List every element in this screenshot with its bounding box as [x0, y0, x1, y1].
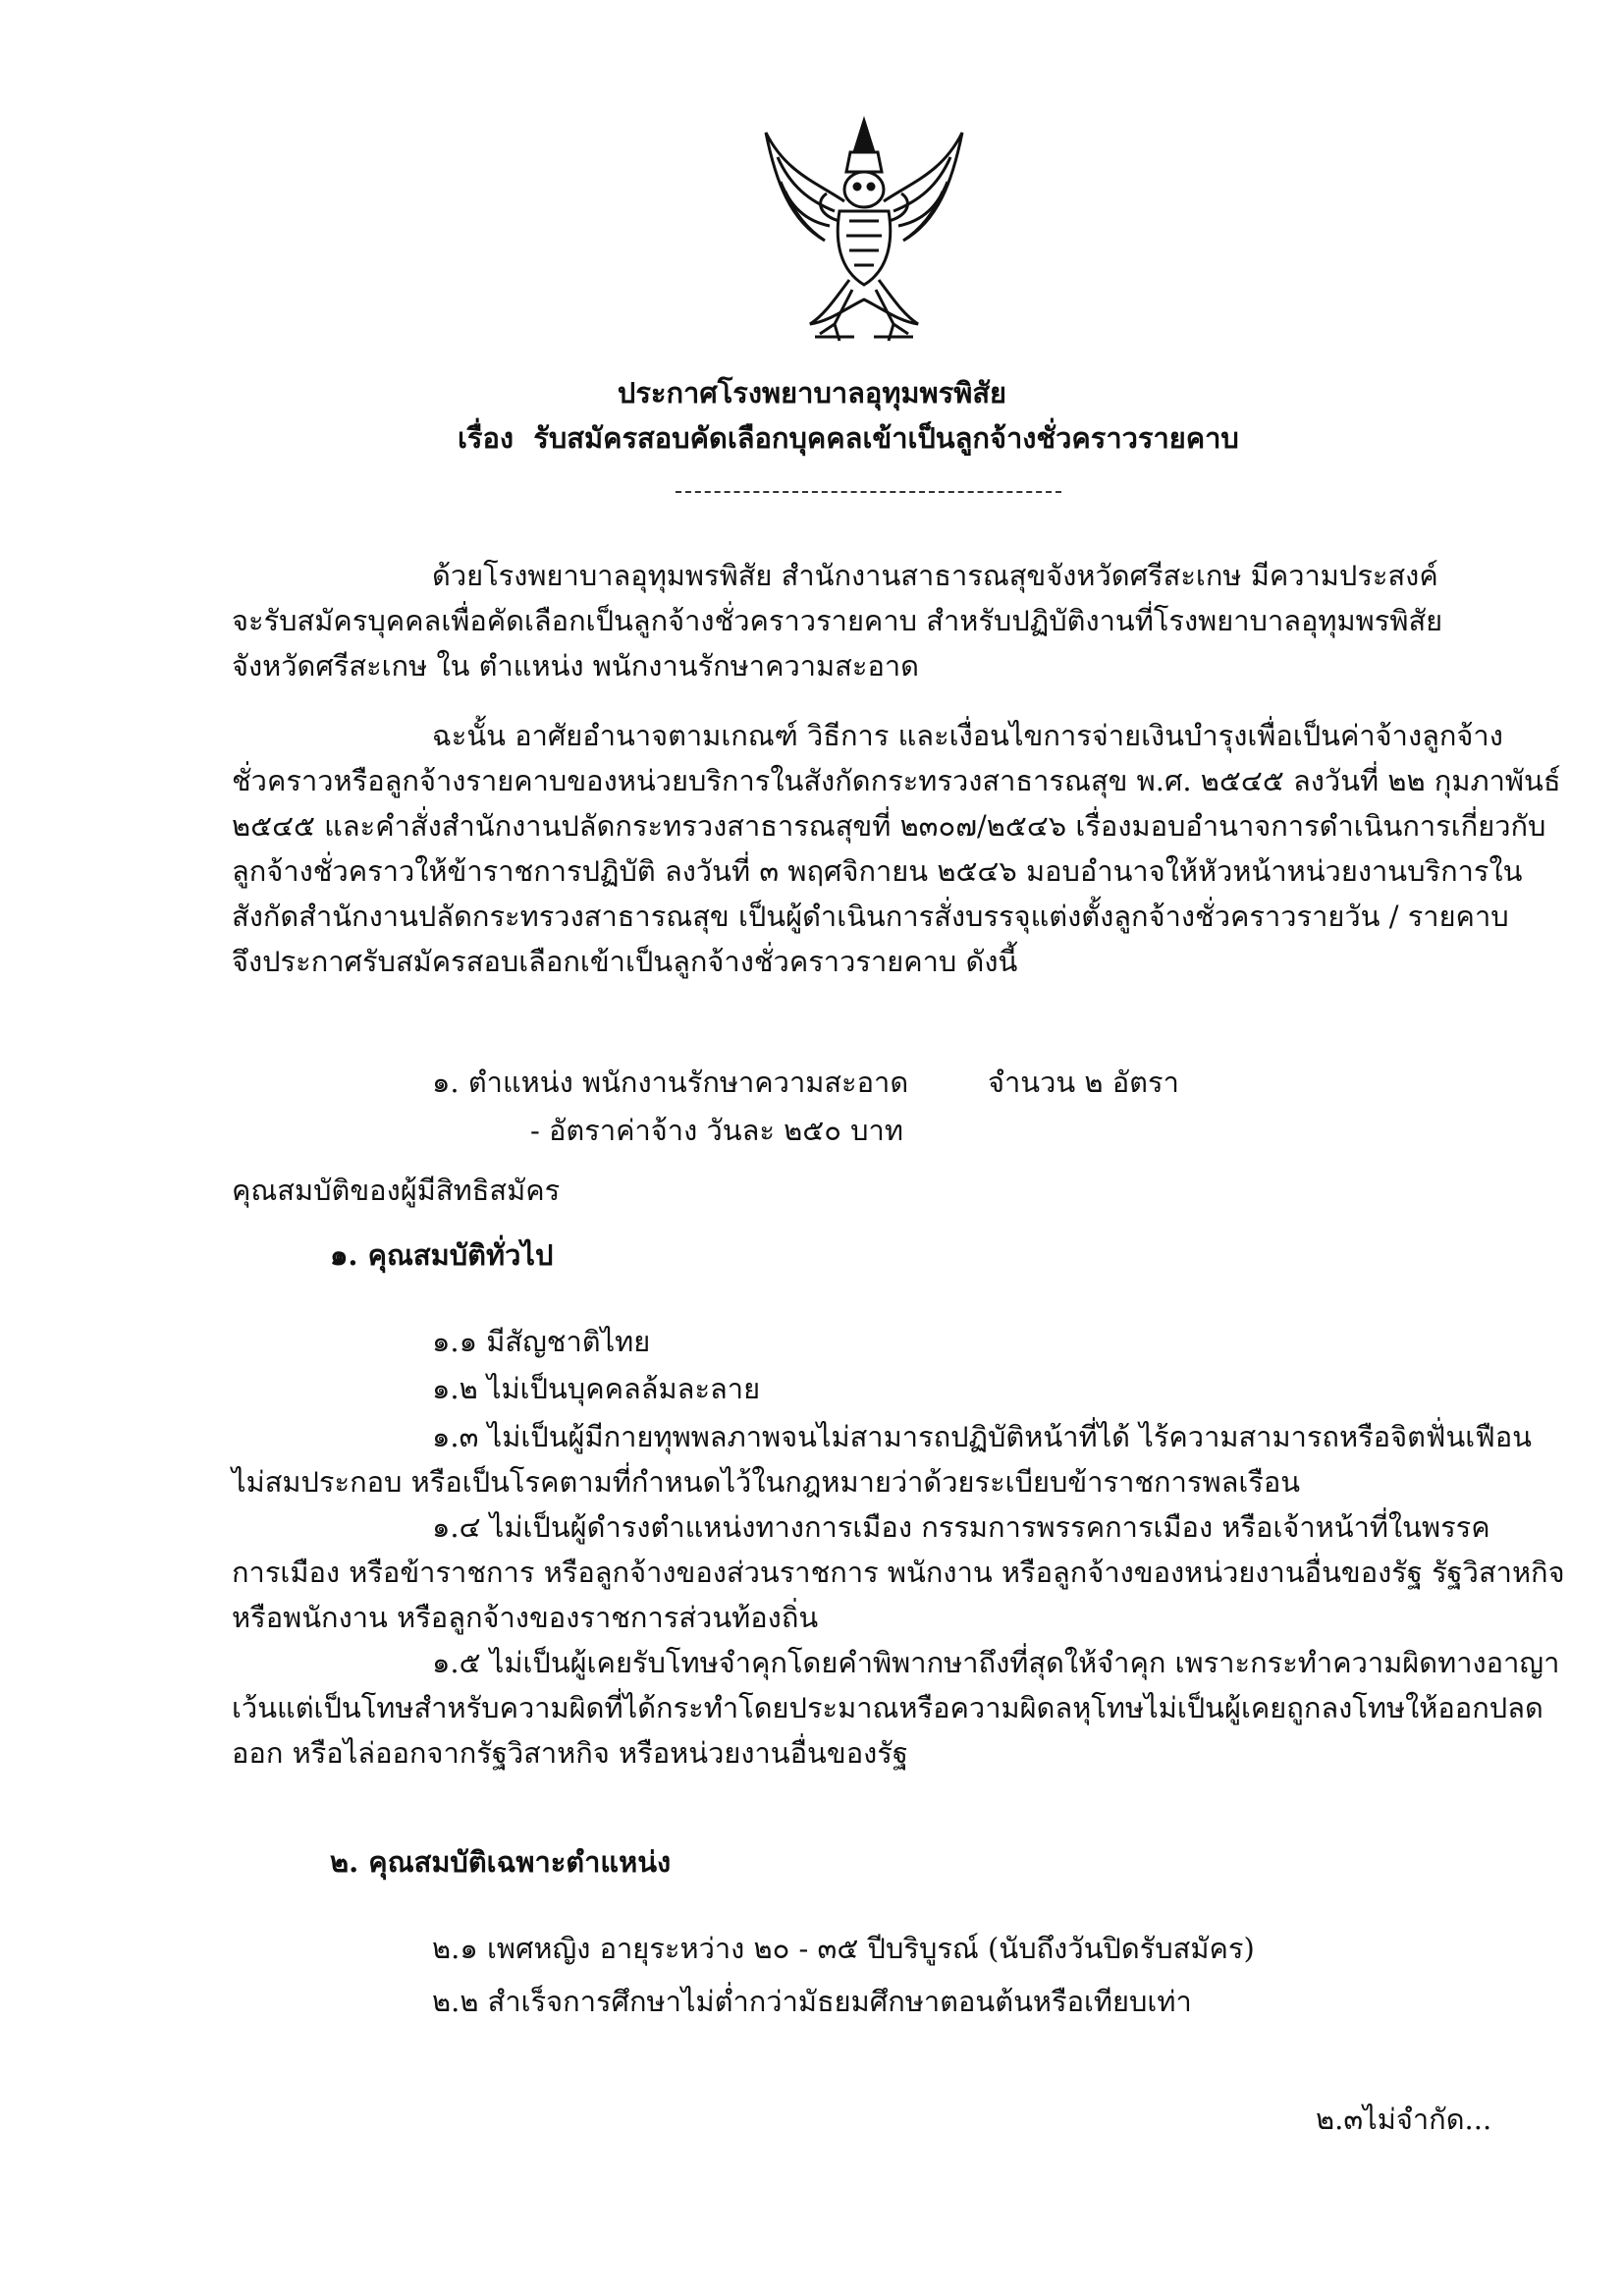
general-line: ๑.๑ มีสัญชาติไทย [432, 1325, 651, 1358]
general-line: ออก หรือไล่ออกจากรัฐวิสาหกิจ หรือหน่วยงานอื่นของรัฐ [232, 1736, 908, 1770]
garuda-emblem [756, 113, 972, 349]
general-heading: ๑. คุณสมบัติทั่วไป [330, 1238, 554, 1272]
general-line: เว้นแต่เป็นโทษสำหรับความผิดที่ได้กระทำโดยประมาณหรือความผิดลหุโทษไม่เป็นผู้เคยถูกลงโทษให้ออกปลด [232, 1691, 1543, 1724]
general-line: ๑.๔ ไม่เป็นผู้ดำรงตำแหน่งทางการเมือง กรรมการพรรคการเมือง หรือเจ้าหน้าที่ในพรรค [432, 1510, 1490, 1544]
position-count: จำนวน ๒ อัตรา [988, 1066, 1179, 1099]
title-divider [676, 491, 1061, 493]
position-title: ๑. ตำแหน่ง พนักงานรักษาความสะอาด [432, 1066, 909, 1099]
authority-line: สังกัดสำนักงานปลัดกระทรวงสาธารณสุข เป็นผู้ดำเนินการสั่งบรรจุแต่งตั้งลูกจ้างชั่วคราวรายวัน / รายคาบ [232, 900, 1509, 933]
authority-line: ๒๕๔๕ และคำสั่งสำนักงานปลัดกระทรวงสาธารณสุขที่ ๒๓๐๗/๒๕๔๖ เรื่องมอบอำนาจการดำเนินการเกี่ยวกับ [232, 809, 1546, 843]
general-line: การเมือง หรือข้าราชการ หรือลูกจ้างของส่วนราชการ พนักงาน หรือลูกจ้างของหน่วยงานอื่นของรัฐ รัฐวิสาหกิจ [232, 1556, 1565, 1589]
qualifications-heading: คุณสมบัติของผู้มีสิทธิสมัคร [232, 1174, 561, 1207]
authority-line: ชั่วคราวหรือลูกจ้างรายคาบของหน่วยบริการในสังกัดกระทรวงสาธารณสุข พ.ศ. ๒๕๔๕ ลงวันที่ ๒๒ กุมภาพันธ์ [232, 764, 1561, 797]
subject-line [458, 416, 1239, 460]
continuation-marker: ๒.๓ไม่จำกัด... [1316, 2103, 1492, 2136]
authority-line: จึงประกาศรับสมัครสอบเลือกเข้าเป็นลูกจ้างชั่วคราวรายคาบ ดังนี้ [232, 945, 1018, 978]
position-wage: - อัตราค่าจ้าง วันละ ๒๕๐ บาท [530, 1114, 903, 1147]
page-title: ประกาศโรงพยาบาลอุทุมพรพิสัย [617, 376, 1007, 410]
specific-line: ๒.๑ เพศหญิง อายุระหว่าง ๒๐ - ๓๕ ปีบริบูรณ์ (นับถึงวันปิดรับสมัคร) [432, 1932, 1255, 1965]
subject-label: เรื่อง [458, 421, 514, 455]
general-line: หรือพนักงาน หรือลูกจ้างของราชการส่วนท้องถิ่น [232, 1601, 819, 1634]
specific-line: ๒.๒ สำเร็จการศึกษาไม่ต่ำกว่ามัธยมศึกษาตอนต้นหรือเทียบเท่า [432, 1985, 1192, 2018]
general-line: ๑.๓ ไม่เป็นผู้มีกายทุพพลภาพจนไม่สามารถปฏิบัติหน้าที่ได้ ไร้ความสามารถหรือจิตฟั่นเฟือน [432, 1420, 1532, 1453]
general-line: ไม่สมประกอบ หรือเป็นโรคตามที่กำหนดไว้ในกฎหมายว่าด้วยระเบียบข้าราชการพลเรือน [232, 1465, 1301, 1499]
general-line: ๑.๒ ไม่เป็นบุคคลล้มละลาย [432, 1372, 761, 1405]
intro-line: จะรับสมัครบุคคลเพื่อคัดเลือกเป็นลูกจ้างชั่วคราวรายคาบ สำหรับปฏิบัติงานที่โรงพยาบาลอุทุมพรพิสัย [232, 604, 1443, 637]
subject-text: รับสมัครสอบคัดเลือกบุคคลเข้าเป็นลูกจ้างชั่วคราวรายคาบ [533, 421, 1239, 455]
authority-line: ลูกจ้างชั่วคราวให้ข้าราชการปฏิบัติ ลงวันที่ ๓ พฤศจิกายน ๒๕๔๖ มอบอำนาจให้หัวหน้าหน่วยงานบริการใน [232, 854, 1523, 888]
intro-line: จังหวัดศรีสะเกษ ใน ตำแหน่ง พนักงานรักษาความสะอาด [232, 649, 919, 683]
general-line: ๑.๕ ไม่เป็นผู้เคยรับโทษจำคุกโดยคำพิพากษาถึงที่สุดให้จำคุก เพราะกระทำความผิดทางอาญา [432, 1646, 1560, 1679]
intro-line: ด้วยโรงพยาบาลอุทุมพรพิสัย สำนักงานสาธารณสุขจังหวัดศรีสะเกษ มีความประสงค์ [432, 559, 1438, 592]
authority-line: ฉะนั้น อาศัยอำนาจตามเกณฑ์ วิธีการ และเงื่อนไขการจ่ายเงินบำรุงเพื่อเป็นค่าจ้างลูกจ้าง [432, 719, 1503, 752]
specific-heading: ๒. คุณสมบัติเฉพาะตำแหน่ง [330, 1845, 672, 1879]
